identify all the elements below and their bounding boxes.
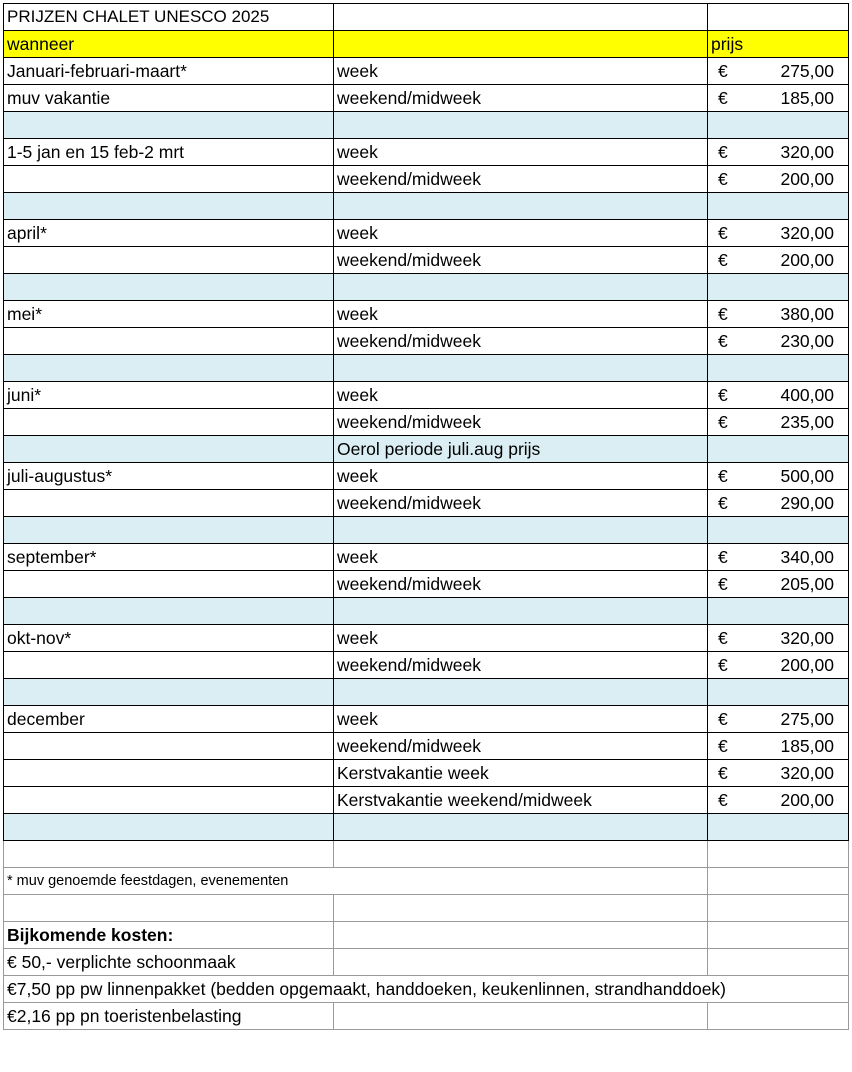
stay-type-cell[interactable]: week — [334, 706, 708, 733]
price-amount: 340,00 — [780, 547, 834, 567]
cell-empty[interactable] — [708, 895, 849, 922]
header-when[interactable]: wanneer — [4, 31, 334, 58]
stay-type-cell[interactable]: weekend/midweek — [334, 652, 708, 679]
currency-symbol: € — [718, 736, 728, 756]
cell-empty[interactable] — [334, 1003, 708, 1030]
price-row — [4, 58, 849, 85]
price-amount: 500,00 — [780, 466, 834, 486]
stay-type-cell[interactable]: week — [334, 301, 708, 328]
price-cell[interactable] — [708, 706, 849, 733]
stay-type-cell[interactable]: Kerstvakantie week — [334, 760, 708, 787]
period-cell[interactable]: Januari-februari-maart* — [4, 58, 334, 85]
currency-symbol: € — [718, 628, 728, 648]
price-row — [4, 760, 849, 787]
price-amount: 200,00 — [780, 655, 834, 675]
cell-empty[interactable] — [708, 679, 849, 706]
price-row — [4, 571, 849, 598]
stay-type-cell[interactable]: week — [334, 139, 708, 166]
empty-row — [4, 841, 849, 868]
cell-empty[interactable] — [334, 598, 708, 625]
price-cell[interactable] — [708, 490, 849, 517]
period-cell[interactable] — [4, 490, 334, 517]
price-row — [4, 409, 849, 436]
cell-empty[interactable] — [708, 1003, 849, 1030]
currency-symbol: € — [718, 142, 728, 162]
period-cell[interactable] — [4, 787, 334, 814]
stay-type-cell[interactable]: week — [334, 625, 708, 652]
price-row — [4, 733, 849, 760]
currency-symbol: € — [718, 493, 728, 513]
currency-symbol: € — [718, 250, 728, 270]
stay-type-cell[interactable]: week — [334, 544, 708, 571]
currency-symbol: € — [718, 88, 728, 108]
period-cell[interactable]: december — [4, 706, 334, 733]
price-amount: 320,00 — [780, 628, 834, 648]
price-cell[interactable] — [708, 409, 849, 436]
cell-empty[interactable] — [334, 193, 708, 220]
stay-type-cell[interactable]: weekend/midweek — [334, 409, 708, 436]
price-row — [4, 328, 849, 355]
currency-symbol: € — [718, 763, 728, 783]
footnote[interactable]: * muv genoemde feestdagen, evenementen — [4, 868, 708, 895]
price-cell[interactable] — [708, 625, 849, 652]
cell-empty[interactable] — [708, 193, 849, 220]
cell-empty[interactable] — [708, 841, 849, 868]
price-amount: 230,00 — [780, 331, 834, 351]
cell-empty[interactable] — [708, 274, 849, 301]
cell-empty[interactable] — [334, 895, 708, 922]
cell-empty[interactable] — [4, 355, 334, 382]
cell-empty[interactable] — [708, 355, 849, 382]
currency-symbol: € — [718, 61, 728, 81]
period-cell[interactable] — [4, 760, 334, 787]
price-cell[interactable] — [708, 166, 849, 193]
stay-type-cell[interactable]: weekend/midweek — [334, 247, 708, 274]
period-cell[interactable]: april* — [4, 220, 334, 247]
price-cell[interactable] — [708, 544, 849, 571]
currency-symbol: € — [718, 466, 728, 486]
cell-empty[interactable] — [4, 841, 334, 868]
price-sheet — [3, 3, 848, 1030]
stay-type-cell[interactable]: week — [334, 463, 708, 490]
price-row — [4, 787, 849, 814]
price-row — [4, 382, 849, 409]
currency-symbol: € — [718, 790, 728, 810]
currency-symbol: € — [718, 655, 728, 675]
cell-empty[interactable] — [334, 679, 708, 706]
price-table — [3, 3, 849, 1030]
stay-type-cell[interactable]: weekend/midweek — [334, 328, 708, 355]
price-amount: 185,00 — [780, 88, 834, 108]
period-cell[interactable] — [4, 247, 334, 274]
price-amount: 200,00 — [780, 169, 834, 189]
price-row — [4, 247, 849, 274]
period-cell[interactable]: juni* — [4, 382, 334, 409]
price-row — [4, 544, 849, 571]
period-cell[interactable]: mei* — [4, 301, 334, 328]
stay-type-cell[interactable]: weekend/midweek — [334, 490, 708, 517]
cell-empty[interactable] — [334, 517, 708, 544]
cell-empty[interactable] — [4, 274, 334, 301]
cell-empty[interactable] — [708, 922, 849, 949]
separator-row — [4, 814, 849, 841]
price-row — [4, 463, 849, 490]
cell-empty[interactable] — [334, 922, 708, 949]
extra-cost-item[interactable]: € 50,- verplichte schoonmaak — [4, 949, 334, 976]
cell-empty[interactable] — [4, 193, 334, 220]
cell-empty[interactable] — [708, 112, 849, 139]
oerol-note[interactable]: Oerol periode juli.aug prijs — [334, 436, 708, 463]
currency-symbol: € — [718, 547, 728, 567]
price-amount: 320,00 — [780, 223, 834, 243]
price-cell[interactable] — [708, 301, 849, 328]
price-amount: 320,00 — [780, 763, 834, 783]
separator-row — [4, 355, 849, 382]
cell-empty[interactable] — [334, 949, 708, 976]
cell-empty[interactable] — [334, 841, 708, 868]
currency-symbol: € — [718, 304, 728, 324]
price-cell[interactable] — [708, 328, 849, 355]
empty-row — [4, 895, 849, 922]
footnote-row — [4, 868, 849, 895]
period-cell[interactable]: okt-nov* — [4, 625, 334, 652]
separator-row — [4, 598, 849, 625]
period-cell[interactable] — [4, 409, 334, 436]
price-amount: 320,00 — [780, 142, 834, 162]
stay-type-cell[interactable]: week — [334, 58, 708, 85]
price-amount: 290,00 — [780, 493, 834, 513]
cell-empty[interactable] — [4, 112, 334, 139]
cell-empty[interactable] — [4, 436, 334, 463]
cell-empty[interactable] — [708, 868, 849, 895]
price-row — [4, 652, 849, 679]
price-row — [4, 139, 849, 166]
price-amount: 200,00 — [780, 250, 834, 270]
currency-symbol: € — [718, 709, 728, 729]
cell-empty[interactable] — [708, 814, 849, 841]
price-amount: 205,00 — [780, 574, 834, 594]
currency-symbol: € — [718, 223, 728, 243]
period-cell[interactable] — [4, 166, 334, 193]
currency-symbol: € — [718, 412, 728, 432]
price-row — [4, 220, 849, 247]
price-amount: 200,00 — [780, 790, 834, 810]
price-cell[interactable] — [708, 787, 849, 814]
sheet-title[interactable]: PRIJZEN CHALET UNESCO 2025 — [4, 4, 334, 31]
period-cell[interactable]: 1-5 jan en 15 feb-2 mrt — [4, 139, 334, 166]
period-cell[interactable]: muv vakantie — [4, 85, 334, 112]
extra-cost-row — [4, 976, 849, 1003]
extra-cost-item[interactable]: €7,50 pp pw linnenpakket (bedden opgemaakt, handdoeken, keukenlinnen, strandhanddoek) — [4, 976, 849, 1003]
cell-empty[interactable] — [334, 4, 708, 31]
separator-row — [4, 517, 849, 544]
period-cell[interactable] — [4, 328, 334, 355]
header-row — [4, 31, 849, 58]
price-cell[interactable] — [708, 58, 849, 85]
cell-empty[interactable] — [4, 895, 334, 922]
period-cell[interactable] — [4, 733, 334, 760]
price-amount: 275,00 — [780, 61, 834, 81]
price-cell[interactable] — [708, 139, 849, 166]
extra-cost-item[interactable]: €2,16 pp pn toeristenbelasting — [4, 1003, 334, 1030]
stay-type-cell[interactable]: weekend/midweek — [334, 733, 708, 760]
header-price[interactable]: prijs — [708, 31, 849, 58]
cell-empty[interactable] — [4, 679, 334, 706]
extra-cost-row — [4, 949, 849, 976]
price-row — [4, 166, 849, 193]
price-amount: 400,00 — [780, 385, 834, 405]
price-cell[interactable] — [708, 760, 849, 787]
price-row — [4, 490, 849, 517]
price-amount: 275,00 — [780, 709, 834, 729]
cell-empty[interactable] — [334, 31, 708, 58]
period-cell[interactable]: juli-augustus* — [4, 463, 334, 490]
period-cell[interactable] — [4, 652, 334, 679]
separator-row — [4, 436, 849, 463]
cell-empty[interactable] — [708, 598, 849, 625]
price-row — [4, 706, 849, 733]
stay-type-cell[interactable]: weekend/midweek — [334, 85, 708, 112]
stay-type-cell[interactable]: Kerstvakantie weekend/midweek — [334, 787, 708, 814]
title-row — [4, 4, 849, 31]
cell-empty[interactable] — [708, 4, 849, 31]
cell-empty[interactable] — [334, 112, 708, 139]
extra-costs-heading[interactable]: Bijkomende kosten: — [4, 922, 334, 949]
currency-symbol: € — [718, 331, 728, 351]
cell-empty[interactable] — [708, 949, 849, 976]
currency-symbol: € — [718, 169, 728, 189]
price-cell[interactable] — [708, 652, 849, 679]
price-table-body — [4, 4, 849, 1030]
price-amount: 185,00 — [780, 736, 834, 756]
stay-type-cell[interactable]: week — [334, 220, 708, 247]
price-amount: 380,00 — [780, 304, 834, 324]
currency-symbol: € — [718, 385, 728, 405]
price-row — [4, 85, 849, 112]
extra-cost-row — [4, 1003, 849, 1030]
stay-type-cell[interactable]: week — [334, 382, 708, 409]
period-cell[interactable]: september* — [4, 544, 334, 571]
price-cell[interactable] — [708, 220, 849, 247]
stay-type-cell[interactable]: weekend/midweek — [334, 166, 708, 193]
cell-empty[interactable] — [334, 274, 708, 301]
price-amount: 235,00 — [780, 412, 834, 432]
price-cell[interactable] — [708, 571, 849, 598]
separator-row — [4, 193, 849, 220]
stay-type-cell[interactable]: weekend/midweek — [334, 571, 708, 598]
cell-empty[interactable] — [334, 355, 708, 382]
cell-empty[interactable] — [708, 436, 849, 463]
price-row — [4, 301, 849, 328]
price-cell[interactable] — [708, 733, 849, 760]
separator-row — [4, 112, 849, 139]
price-cell[interactable] — [708, 382, 849, 409]
separator-row — [4, 679, 849, 706]
cell-empty[interactable] — [4, 517, 334, 544]
price-cell[interactable] — [708, 463, 849, 490]
currency-symbol: € — [718, 574, 728, 594]
cell-empty[interactable] — [708, 517, 849, 544]
cell-empty[interactable] — [4, 814, 334, 841]
price-row — [4, 625, 849, 652]
separator-row — [4, 274, 849, 301]
extra-costs-heading-row — [4, 922, 849, 949]
period-cell[interactable] — [4, 571, 334, 598]
price-cell[interactable] — [708, 85, 849, 112]
price-cell[interactable] — [708, 247, 849, 274]
cell-empty[interactable] — [334, 814, 708, 841]
cell-empty[interactable] — [4, 598, 334, 625]
